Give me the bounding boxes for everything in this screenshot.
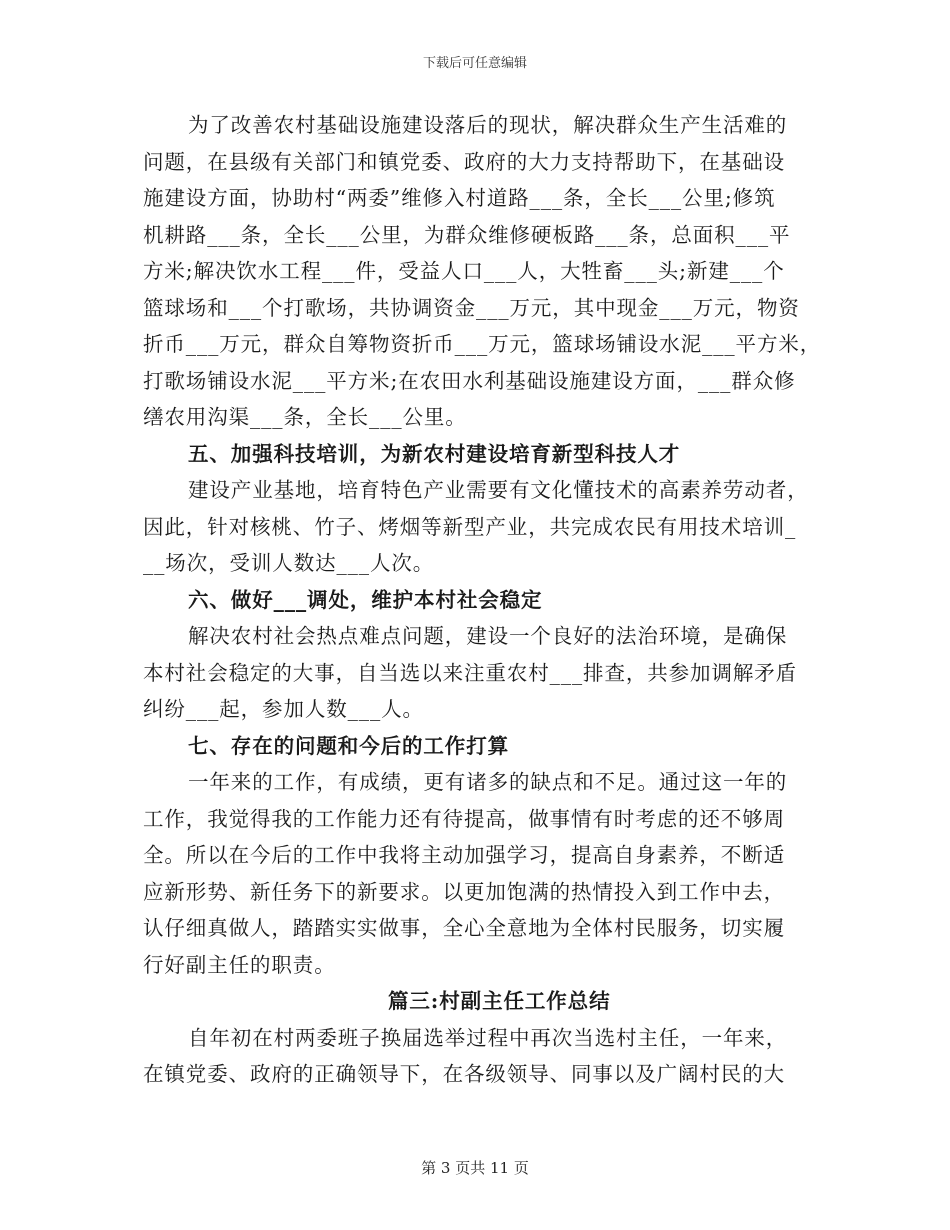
paragraph-line: __场次，受训人数达___人次。 bbox=[143, 551, 435, 575]
paragraph-first-line: 解决农村社会热点难点问题，建设一个良好的法治环境，是确保 bbox=[188, 624, 788, 648]
paragraph-line: 折币___万元，群众自筹物资折币___万元，篮球场铺设水泥___平方米， bbox=[143, 332, 822, 356]
paragraph-line: 应新形势、新任务下的新要求。以更加饱满的热情投入到工作中去， bbox=[143, 879, 785, 904]
section-heading: 七、存在的问题和今后的工作打算 bbox=[188, 733, 509, 758]
paragraph-line: 行好副主任的职责。 bbox=[143, 952, 336, 977]
paragraph-line: 工作，我觉得我的工作能力还有待提高，做事情有时考虑的还不够周 bbox=[143, 806, 785, 831]
paragraph-line: 打歌场铺设水泥___平方米;在农田水利基础设施建设方面，___群众修 bbox=[143, 368, 796, 393]
paragraph-line: 篮球场和___个打歌场，共协调资金___万元，其中现金___万元，物资 bbox=[143, 295, 800, 320]
section-heading: 五、加强科技培训，为新农村建设培育新型科技人才 bbox=[188, 441, 681, 466]
paragraph-line: 因此，针对核桃、竹子、烤烟等新型产业，共完成农民有用技术培训_ bbox=[143, 514, 797, 539]
section-heading: 六、做好___调处，维护本村社会稳定 bbox=[188, 587, 543, 612]
paragraph-line: 方米;解决饮水工程___件，受益人口___人，大牲畜___头;新建___个 bbox=[143, 259, 785, 283]
page-header-note: 下载后可任意编辑 bbox=[422, 56, 527, 71]
paragraph-line: 纠纷___起，参加人数___人。 bbox=[143, 697, 424, 721]
paragraph-line: 施建设方面，协助村“两委”维修入村道路___条，全长___公里;修筑 bbox=[143, 186, 776, 210]
article-title: 篇三:村副主任工作总结 bbox=[388, 989, 611, 1013]
paragraph-line: 在镇党委、政府的正确领导下，在各级领导、同事以及广阔村民的大 bbox=[143, 1062, 785, 1086]
paragraph-first-line: 一年来的工作，有成绩，更有诸多的缺点和不足。通过这一年的 bbox=[188, 770, 788, 794]
paragraph-line: 机耕路___条，全长___公里，为群众维修硬板路___条，总面积___平 bbox=[143, 222, 791, 247]
paragraph-line: 缮农用沟渠___条，全长___公里。 bbox=[143, 405, 467, 429]
paragraph-line: 认仔细真做人，踏踏实实做事，全心全意地为全体村民服务，切实履 bbox=[143, 916, 785, 940]
paragraph-first-line: 自年初在村两委班子换届选举过程中再次当选村主任，一年来， bbox=[188, 1025, 788, 1050]
document-body bbox=[143, 107, 822, 1093]
paragraph-first-line: 建设产业基地，培育特色产业需要有文化懂技术的高素养劳动者， bbox=[188, 478, 809, 502]
paragraph-first-line: 为了改善农村基础设施建设落后的现状，解决群众生产生活难的 bbox=[188, 113, 788, 137]
page-footer: 第 3 页共 11 页 bbox=[421, 1159, 529, 1177]
paragraph-line: 全。所以在今后的工作中我将主动加强学习，提高自身素养，不断适 bbox=[143, 843, 785, 867]
paragraph-line: 问题，在县级有关部门和镇党委、政府的大力支持帮助下，在基础设 bbox=[143, 149, 785, 174]
paragraph-line: 本村社会稳定的大事，自当选以来注重农村___排查，共参加调解矛盾 bbox=[143, 660, 798, 685]
